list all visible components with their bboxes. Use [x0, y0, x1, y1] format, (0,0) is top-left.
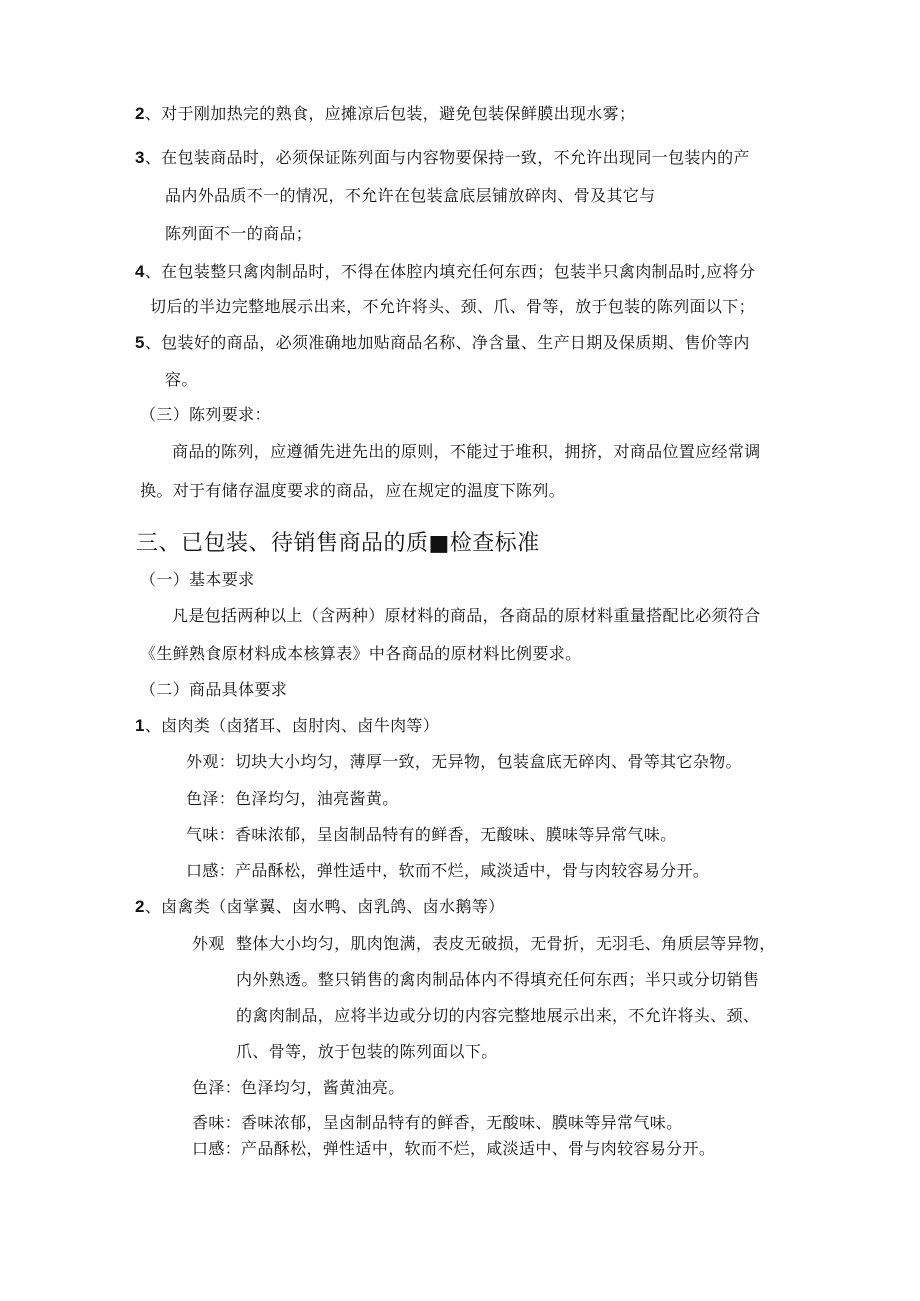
item-4 [135, 262, 755, 282]
category-2-title [135, 897, 505, 917]
category-2-taste: 口感：产品酥松，弹性适中，软而不烂，咸淡适中、骨与肉较容易分开。 [192, 1139, 716, 1158]
item-2 [135, 104, 635, 124]
section-3-title: 三、已包装、待销售商品的质■检查标准 [136, 531, 540, 556]
category-1-number: 1 [135, 716, 145, 735]
category-2-title-text: 、卤禽类（卤掌翼、卤水鸭、卤乳鸽、卤水鹅等） [144, 897, 505, 916]
item-4-line-1: 、在包装整只禽肉制品时，不得在体腔内填充任何东西；包装半只禽肉制品时,应将分 [144, 262, 756, 281]
category-2-appearance-line-2: 内外熟透。整只销售的禽肉制品体内不得填充任何东西；半只或分切销售 [236, 970, 760, 989]
item-2-text: 、对于刚加热完的熟食，应摊凉后包装，避免包装保鲜膜出现水雾； [144, 104, 636, 123]
display-requirements-heading: （三）陈列要求： [140, 405, 271, 424]
display-paragraph-line-2: 换。对于有储存温度要求的商品，应在规定的温度下陈列。 [140, 481, 566, 500]
category-1-color: 色泽：色泽均匀，油亮酱黄。 [186, 789, 399, 808]
item-3-number: 3 [135, 148, 145, 167]
item-5-line-1: 、包装好的商品，必须准确地加贴商品名称、净含量、生产日期及保质期、售价等内 [144, 333, 750, 352]
category-2-smell: 香味：香味浓郁，呈卤制品特有的鲜香，无酸味、膜味等异常气味。 [192, 1113, 683, 1132]
category-1-title [135, 716, 439, 736]
item-3-line-1: 、在包装商品时，必须保证陈列面与内容物要保持一致，不允许出现同一包装内的产 [144, 148, 750, 167]
item-5-number: 5 [135, 333, 145, 352]
category-2-number: 2 [135, 897, 145, 916]
category-2-appearance-label: 外观 [192, 934, 225, 953]
basic-paragraph-line-1: 凡是包括两种以上（含两种）原材料的商品，各商品的原材料重量搭配比必须符合 [172, 606, 761, 625]
item-5 [135, 333, 750, 353]
item-4-number: 4 [135, 262, 145, 281]
category-2-appearance-line-3: 的禽肉制品，应将半边或分切的内容完整地展示出来，不允许将头、颈、 [236, 1006, 760, 1025]
category-2-appearance-line-4: 爪、骨等，放于包装的陈列面以下。 [236, 1042, 498, 1061]
basic-paragraph-line-2: 《生鲜熟食原材料成本核算表》中各商品的原材料比例要求。 [140, 644, 582, 663]
category-1-smell: 气味：香味浓郁，呈卤制品特有的鲜香，无酸味、膜味等异常气味。 [186, 825, 677, 844]
item-3 [135, 148, 750, 168]
item-3-line-3: 陈列面不一的商品； [165, 224, 313, 243]
basic-requirements-heading: （一）基本要求 [140, 570, 255, 589]
item-5-line-2: 容。 [165, 370, 198, 389]
specific-requirements-heading: （二）商品具体要求 [140, 680, 288, 699]
item-2-number: 2 [135, 104, 145, 123]
category-1-title-text: 、卤肉类（卤猪耳、卤肘肉、卤牛肉等） [144, 716, 440, 735]
category-1-appearance: 外观：切块大小均匀，薄厚一致，无异物，包装盒底无碎肉、骨等其它杂物。 [186, 752, 742, 771]
category-1-taste: 口感：产品酥松，弹性适中，软而不烂，咸淡适中，骨与肉较容易分开。 [186, 861, 710, 880]
category-2-appearance-line-1: 整体大小均匀，肌肉饱满，表皮无破损，无骨折，无羽毛、角质层等异物， [236, 934, 776, 953]
category-2-color: 色泽：色泽均匀，酱黄油亮。 [192, 1078, 405, 1097]
display-paragraph-line-1: 商品的陈列，应遵循先进先出的原则，不能过于堆积，拥挤，对商品位置应经常调 [172, 442, 761, 461]
item-4-line-2: 切后的半边完整地展示出来，不允许将头、颈、爪、骨等，放于包装的陈列面以下； [150, 297, 755, 316]
item-3-line-2: 品内外品质不一的情况，不允许在包装盒底层铺放碎肉、骨及其它与 [165, 186, 656, 205]
